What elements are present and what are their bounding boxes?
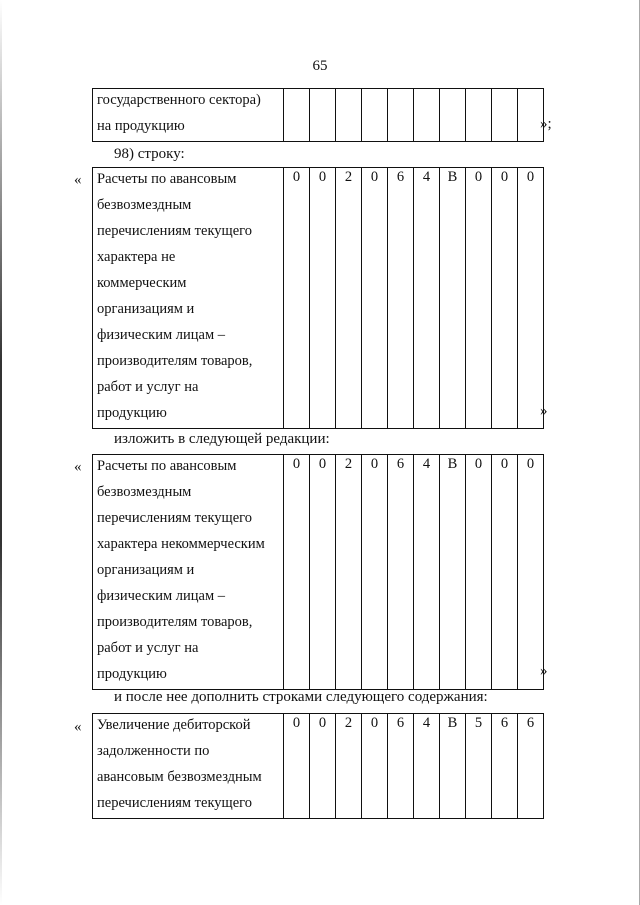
label-line: государственного сектора) (97, 92, 261, 108)
label-line: характера некоммерческим (97, 536, 265, 552)
code-digit-cell: 0 (310, 714, 336, 819)
code-digit-cell: 2 (336, 714, 362, 819)
code-digit-cell: 0 (362, 455, 388, 690)
code-table-1 (92, 88, 544, 142)
table-row (93, 455, 544, 690)
code-digit-cell (336, 89, 362, 142)
code-digit-cell: 4 (414, 714, 440, 819)
row-label (93, 89, 284, 142)
label-line: производителям товаров, (97, 614, 253, 630)
code-digit-cell: 0 (518, 168, 544, 429)
label-line: перечислениям текущего (97, 795, 252, 811)
code-table-3 (92, 454, 544, 690)
row-label (93, 714, 284, 819)
code-digit-cell: 0 (310, 455, 336, 690)
label-line: характера не (97, 249, 176, 265)
close-quote-3: » (540, 663, 548, 679)
code-digit-cell (310, 89, 336, 142)
page-border-left (0, 0, 2, 905)
code-digit-cell: В (440, 168, 466, 429)
row-label (93, 168, 284, 429)
close-quote-2: » (540, 403, 548, 419)
paragraph-supplement: и после нее дополнить строками следующего содержания: (114, 689, 488, 705)
label-line: физическим лицам – (97, 327, 226, 343)
label-line: задолженности по (97, 743, 210, 759)
code-digit-cell: 0 (362, 714, 388, 819)
label-line: работ и услуг на (97, 640, 199, 656)
code-digit-cell: 6 (388, 455, 414, 690)
label-line: безвозмездным (97, 197, 192, 213)
open-quote-2: « (74, 172, 82, 188)
code-digit-cell: 4 (414, 455, 440, 690)
code-digit-cell: 2 (336, 168, 362, 429)
code-digit-cell: 4 (414, 168, 440, 429)
label-line: Расчеты по авансовым (97, 458, 237, 474)
code-digit-cell: 6 (492, 714, 518, 819)
code-digit-cell (518, 89, 544, 142)
code-digit-cell: 0 (466, 455, 492, 690)
code-digit-cell: В (440, 455, 466, 690)
code-digit-cell: В (440, 714, 466, 819)
code-table-4 (92, 713, 544, 819)
code-digit-cell: 2 (336, 455, 362, 690)
label-line: перечислениям текущего (97, 510, 252, 526)
code-digit-cell (466, 89, 492, 142)
label-line: перечислениям текущего (97, 223, 252, 239)
label-line: работ и услуг на (97, 379, 199, 395)
open-quote-4: « (74, 719, 82, 735)
code-digit-cell: 6 (518, 714, 544, 819)
label-line: продукцию (97, 405, 167, 421)
code-digit-cell: 0 (518, 455, 544, 690)
code-table-2 (92, 167, 544, 429)
paragraph-restate: изложить в следующей редакции: (114, 431, 330, 447)
paragraph-98: 98) строку: (114, 146, 185, 162)
code-digit-cell: 0 (284, 455, 310, 690)
code-digit-cell: 0 (284, 168, 310, 429)
label-line: Расчеты по авансовым (97, 171, 237, 187)
label-line: организациям и (97, 562, 195, 578)
code-digit-cell: 0 (492, 455, 518, 690)
code-digit-cell: 0 (310, 168, 336, 429)
label-line: авансовым безвозмездным (97, 769, 262, 785)
code-digit-cell: 0 (466, 168, 492, 429)
label-line: коммерческим (97, 275, 187, 291)
code-digit-cell: 0 (492, 168, 518, 429)
label-line: Увеличение дебиторской (97, 717, 251, 733)
code-digit-cell: 0 (362, 168, 388, 429)
row-label (93, 455, 284, 690)
page-number: 65 (312, 58, 328, 74)
code-digit-cell (362, 89, 388, 142)
code-digit-cell: 0 (284, 714, 310, 819)
label-line: на продукцию (97, 118, 185, 134)
table-row (93, 714, 544, 819)
code-digit-cell (284, 89, 310, 142)
table-row (93, 89, 544, 142)
label-line: физическим лицам – (97, 588, 226, 604)
label-line: организациям и (97, 301, 195, 317)
code-digit-cell (440, 89, 466, 142)
code-digit-cell: 6 (388, 714, 414, 819)
close-quote-1: »; (540, 116, 552, 132)
code-digit-cell: 5 (466, 714, 492, 819)
code-digit-cell (492, 89, 518, 142)
table-row (93, 168, 544, 429)
label-line: производителям товаров, (97, 353, 253, 369)
code-digit-cell: 6 (388, 168, 414, 429)
code-digit-cell (414, 89, 440, 142)
open-quote-3: « (74, 459, 82, 475)
code-digit-cell (388, 89, 414, 142)
label-line: продукцию (97, 666, 167, 682)
label-line: безвозмездным (97, 484, 192, 500)
